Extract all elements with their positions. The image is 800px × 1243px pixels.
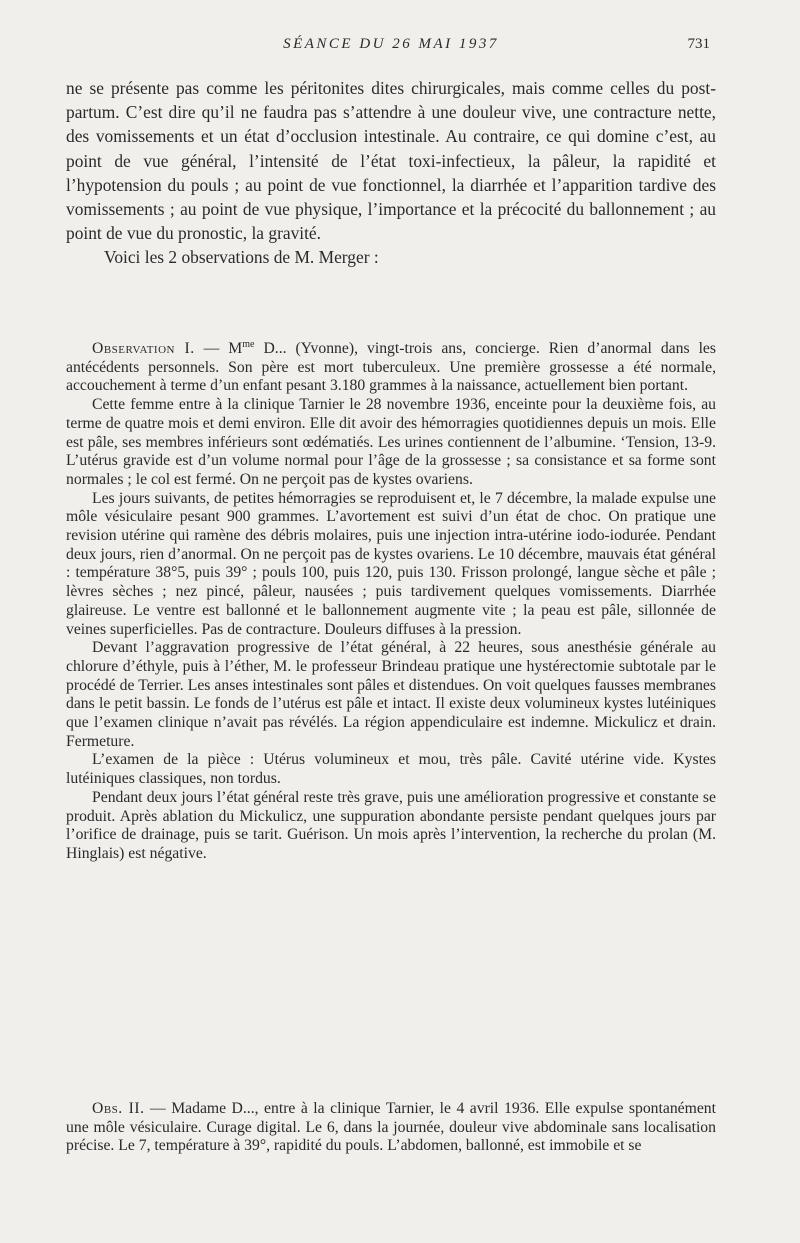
observation-dash: — bbox=[144, 1100, 172, 1117]
body-paragraph: Voici les 2 observations de M. Merger : bbox=[104, 247, 379, 268]
observation-2 bbox=[66, 1100, 716, 1156]
observation-paragraph: Cette femme entre à la clinique Tarnier le 28 novembre 1936, enceinte pour la deuxième fois, au terme de quatre mois et demi environ. Elle dit avoir des hémorragies quotidiennes depuis un mois. Elle est pâle, ses membres inférieurs sont œdématiés. Les urines contiennent de l’albumine. ‘Tension, 13-9. L’utérus gravide est d’un volume normal pour l’âge de la grossesse ; sa consistance et sa forme sont normales ; le col est fermé. On ne perçoit pas de kystes ovariens. bbox=[66, 396, 716, 488]
body-paragraph: ne se présente pas comme les péritonites dites chirurgicales, mais comme celles du post-partum. C’est dire qu’il ne faudra pas s’attendre à une douleur vive, une contracture nette, des vomissements et un état d’occlusion intestinale. Au contraire, ce qui domine c’est, au point de vue général, l’intensité de l’état toxi-infectieux, la pâleur, la rapidité et l’hypotension du pouls ; au point de vue fonctionnel, la diarrhée et l’apparition tardive des vomissements ; au point de vue physique, l’importance et la précocité du ballonnement ; au point de vue du pronostic, la gravité. bbox=[66, 78, 716, 244]
observation-label: Observation I. bbox=[92, 340, 195, 357]
observation-paragraph: Pendant deux jours l’état général reste très grave, puis une amélioration progressive et constante se produit. Après ablation du Mickulicz, une suppuration abondante persiste pendant quelques jours par l’orifice de drainage, puis se tarit. Guérison. Un mois après l’intervention, la recherche du prolan (M. Hinglais) est négative. bbox=[66, 788, 716, 862]
observation-1 bbox=[66, 340, 716, 864]
observation-intro: D... (Yvonne), vingt-trois ans, concierge. Rien d’anormal dans les antécédents personnels. Son père est mort tuberculeux. Une première grossesse a été normale, accouchement à terme d’un enfant pesant 3.180 grammes à la naissance, actuellement bien portant. bbox=[66, 340, 716, 395]
observation-paragraph bbox=[66, 340, 716, 396]
observation-dash: — bbox=[194, 340, 229, 357]
observation-paragraph bbox=[66, 1100, 716, 1156]
body-text bbox=[66, 76, 716, 270]
observation-paragraph: Devant l’aggravation progressive de l’état général, à 22 heures, sous anesthésie générale au chlorure d’éthyle, puis à l’éther, M. le professeur Brindeau pratique une hystérectomie subtotale par le procédé de Terrier. Les anses intestinales sont pâles et distendues. On voit quelques fausses membranes dans le petit bassin. Le fonds de l’utérus est pâle et intact. Il existe deux volumineux kystes lutéiniques que l’examen clinique n’avait pas révélés. La région appendiculaire est indemne. Mickulicz et drain. Fermeture. bbox=[66, 639, 716, 750]
patient-title-superscript: me bbox=[242, 338, 255, 350]
observation-paragraph: Les jours suivants, de petites hémorragies se reproduisent et, le 7 décembre, la malade expulse une môle vésiculaire pesant 900 grammes. L’avortement est suivi d’un état de choc. On pratique une revision utérine qui ramène des débris molaires, puis une injection intra-utérine iodo-iodurée. Pendant deux jours, rien d’anormal. On ne perçoit pas de kystes ovariens. Le 10 décembre, mauvais état général : température 38°5, puis 39° ; pouls 100, puis 120, puis 130. Frisson prolongé, langue sèche et pâle ; lèvres sèches ; nez pincé, pâleur, nausées ; puis tardivement quelques vomissements. Diarrhée glaireuse. Le ventre est ballonné et le ballonnement augmente vite ; la peau est pâle, sillonnée de veines superficielles. Pas de contracture. Douleurs diffuses à la pression. bbox=[66, 489, 716, 638]
observation-text: Madame D..., entre à la clinique Tarnier, le 4 avril 1936. Elle expulse spontanément une môle vésiculaire. Curage digital. Le 6, dans la journée, douleur vive abdominale sans localisation précise. Le 7, température à 39°, rapidité du pouls. L’abdomen, ballonné, est immobile et se bbox=[66, 1100, 717, 1155]
running-title: SÉANCE DU 26 MAI 1937 bbox=[283, 36, 499, 52]
page-header bbox=[66, 36, 716, 60]
observation-label: Obs. II. bbox=[92, 1100, 145, 1117]
patient-title: M bbox=[228, 340, 243, 357]
page-number: 731 bbox=[687, 36, 710, 52]
observation-paragraph: L’examen de la pièce : Utérus volumineux et mou, très pâle. Cavité utérine vide. Kystes lutéiniques classiques, non tordus. bbox=[66, 751, 716, 788]
